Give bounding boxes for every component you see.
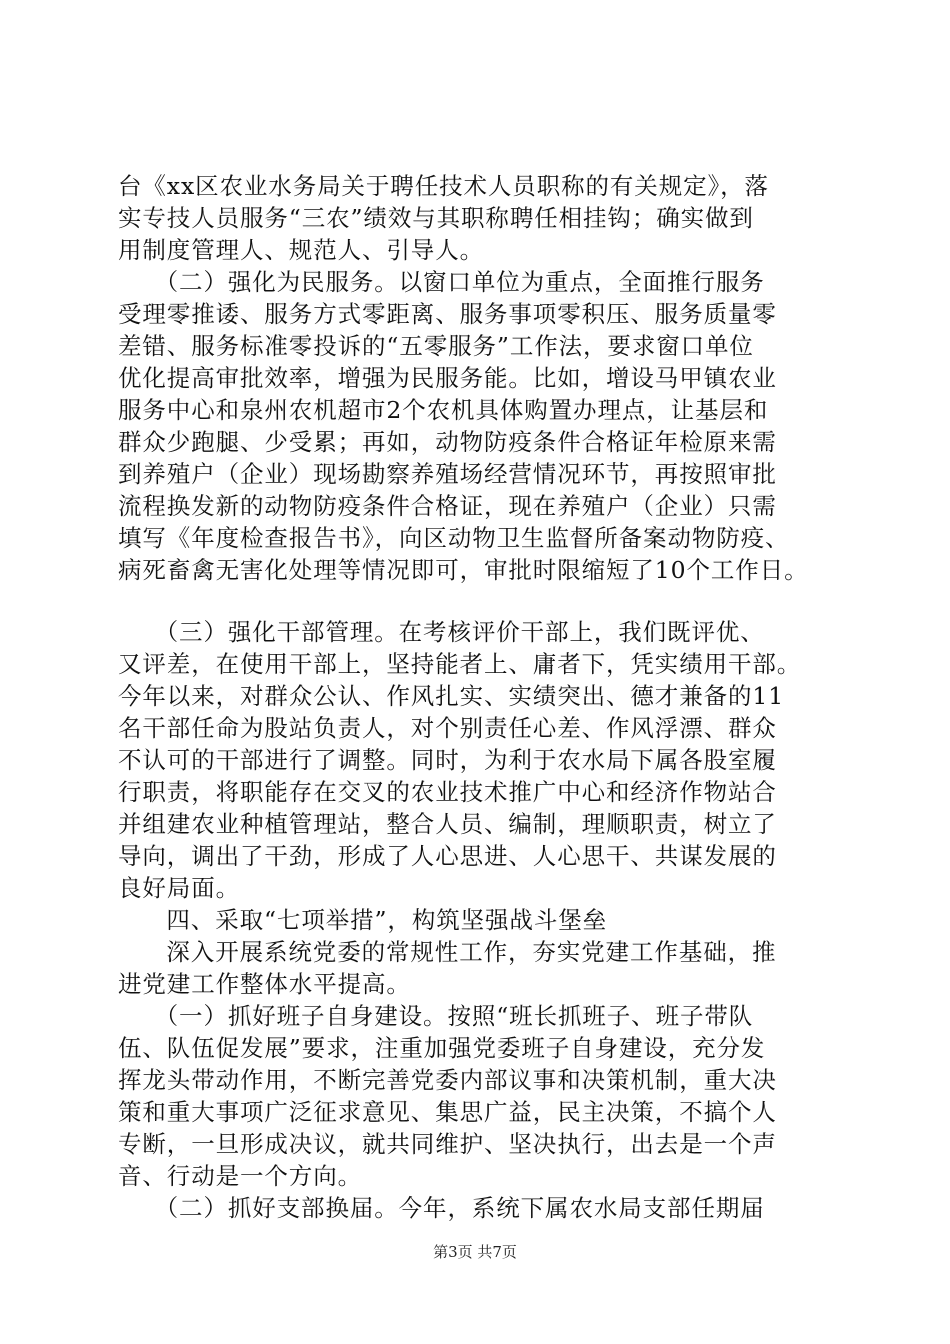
- text-line: 病死畜禽无害化处理等情况即可，审批时限缩短了10个工作日。: [118, 556, 809, 584]
- text-line: 群众少跑腿、少受累；再如，动物防疫条件合格证年检原来需: [118, 428, 777, 456]
- text-line: 良好局面。: [118, 874, 240, 902]
- text-line: 并组建农业种植管理站，整合人员、编制，理顺职责，树立了: [118, 810, 777, 838]
- text-line: 专断，一旦形成决议，就共同维护、坚决执行，出去是一个声: [118, 1130, 777, 1158]
- text-line: 又评差，在使用干部上，坚持能者上、庸者下，凭实绩用干部。: [118, 650, 802, 678]
- text-line: 策和重大事项广泛征求意见、集思广益，民主决策，不搞个人: [118, 1098, 777, 1126]
- text-line: 差错、服务标准零投诉的“五零服务”工作法，要求窗口单位: [118, 332, 754, 360]
- text-line: 名干部任命为股站负责人，对个别责任心差、作风浮漂、群众: [118, 714, 777, 742]
- text-line: 不认可的干部进行了调整。同时，为利于农水局下属各股室履: [118, 746, 777, 774]
- text-line: 导向，调出了干劲，形成了人心思进、人心思干、共谋发展的: [118, 842, 777, 870]
- text-line: 优化提高审批效率，增强为民服务能。比如，增设马甲镇农业: [118, 364, 777, 392]
- section-heading: （三）强化干部管理。在考核评价干部上，我们既评优、: [142, 618, 765, 646]
- document-body: [118, 170, 832, 1224]
- text-line: 受理零推诿、服务方式零距离、服务事项零积压、服务质量零: [118, 300, 777, 328]
- text-line: 实专技人员服务“三农”绩效与其职称聘任相挂钩；确实做到: [118, 204, 754, 232]
- text-line: 填写《年度检查报告书》，向区动物卫生监督所备案动物防疫、: [118, 524, 790, 552]
- section-heading: 四、采取“七项举措”，构筑坚强战斗堡垒: [142, 906, 608, 934]
- text-line: 音、行动是一个方向。: [118, 1162, 362, 1190]
- section-heading: （二）抓好支部换届。今年，系统下属农水局支部任期届: [142, 1194, 765, 1222]
- page-number-footer: 第3页 共7页: [433, 1243, 517, 1261]
- paragraph-gap: [118, 586, 832, 616]
- text-line: 到养殖户（企业）现场勘察养殖场经营情况环节，再按照审批: [118, 460, 777, 488]
- text-line: 用制度管理人、规范人、引导人。: [118, 236, 484, 264]
- text-line: 服务中心和泉州农机超市2个农机具体购置办理点，让基层和: [118, 396, 769, 424]
- text-line: 进党建工作整体水平提高。: [118, 970, 411, 998]
- text-line: 台《xx区农业水务局关于聘任技术人员职称的有关规定》，落: [118, 172, 769, 200]
- section-heading: （二）强化为民服务。以窗口单位为重点，全面推行服务: [142, 268, 765, 296]
- text-line: 伍、队伍促发展”要求，注重加强党委班子自身建设，充分发: [118, 1034, 766, 1062]
- text-line: 行职责，将职能存在交叉的农业技术推广中心和经济作物站合: [118, 778, 777, 806]
- text-line: 挥龙头带动作用，不断完善党委内部议事和决策机制，重大决: [118, 1066, 777, 1094]
- text-line: 深入开展系统党委的常规性工作，夯实党建工作基础，推: [142, 938, 777, 966]
- text-line: 流程换发新的动物防疫条件合格证，现在养殖户（企业）只需: [118, 492, 777, 520]
- section-heading: （一）抓好班子自身建设。按照“班长抓班子、班子带队: [142, 1002, 754, 1030]
- text-line: 今年以来，对群众公认、作风扎实、实绩突出、德才兼备的11: [118, 682, 785, 710]
